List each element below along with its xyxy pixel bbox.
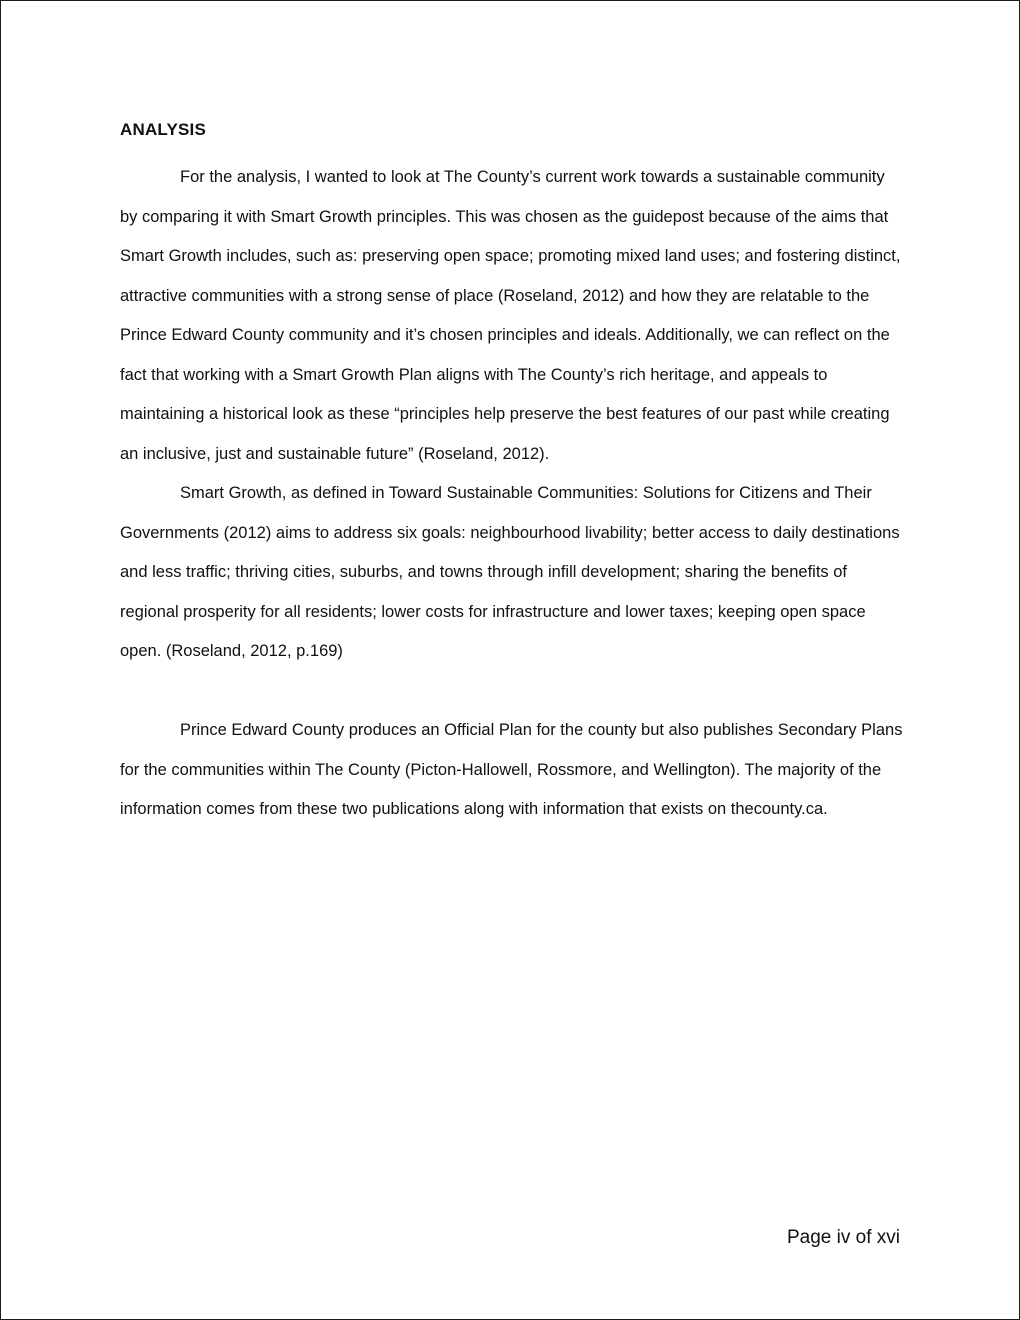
paragraph-analysis-intro: For the analysis, I wanted to look at The County’s current work towards a sustainable community by comparing it with Smart Growth principles. This was chosen as the guidepost because of the aims that Smart Growth includes, such as: preserving open space; promoting mixed land uses; and fostering distinct, attractive communities with a strong sense of place (Roseland, 2012) and how they are relatable to the Prince Edward County community and it’s chosen principles and ideals. Additionally, we can reflect on the fact that working with a Smart Growth Plan aligns with The County’s rich heritage, and appeals to maintaining a historical look as these “principles help preserve the best features of our past while creating an inclusive, just and sustainable future” (Roseland, 2012). [120,168,901,463]
body-text [120,158,905,830]
page-number: Page iv of xvi [787,1227,900,1248]
paragraph-smart-growth-definition: Smart Growth, as defined in Toward Sustainable Communities: Solutions for Citizens and Their Governments (2012) aims to address six goals: neighbourhood livability; better access to daily destinations and less traffic; thriving cities, suburbs, and towns through infill development; sharing the benefits of regional prosperity for all residents; lower costs for infrastructure and lower taxes; keeping open space open. (Roseland, 2012, p.169) [120,484,900,660]
section-heading: ANALYSIS [120,120,206,139]
paragraph-gap [120,672,905,712]
paragraph-official-plan: Prince Edward County produces an Official Plan for the county but also publishes Secondary Plans for the communities within The County (Picton-Hallowell, Rossmore, and Wellington). The majority of the information comes from these two publications along with information that exists on thecounty.ca. [120,721,903,818]
